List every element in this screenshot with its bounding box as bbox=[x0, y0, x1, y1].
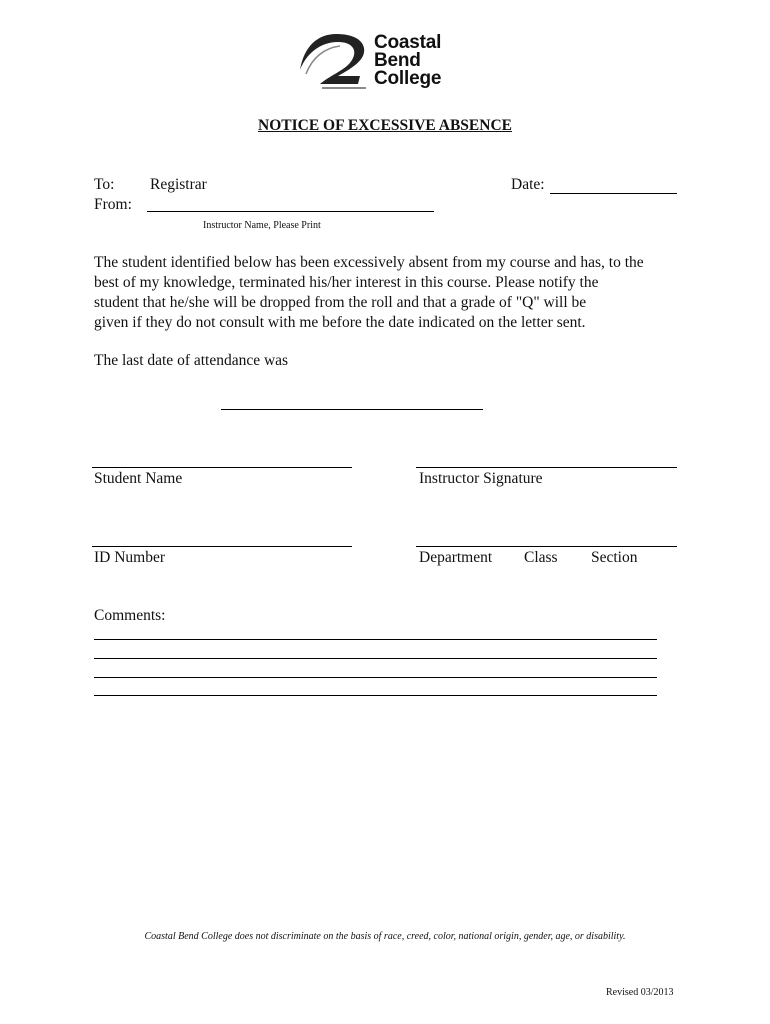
nondiscrimination-statement: Coastal Bend College does not discriminate on the basis of race, creed, color, national origin, gender, age, or disability. bbox=[144, 931, 626, 942]
notice-line-1: The student identified below has been excessively absent from my course and has, to the bbox=[94, 254, 644, 271]
instructor-name-field-line[interactable] bbox=[147, 211, 434, 212]
last-date-label: The last date of attendance was bbox=[94, 352, 289, 369]
logo-line-3: College bbox=[374, 68, 442, 89]
logo-line-1: Coastal bbox=[374, 32, 442, 53]
department-label: Department bbox=[419, 549, 493, 566]
notice-line-3: student that he/she will be dropped from the roll and that a grade of "Q" will be bbox=[94, 294, 587, 311]
to-value: Registrar bbox=[150, 176, 207, 193]
form-title: NOTICE OF EXCESSIVE ABSENCE bbox=[258, 117, 512, 134]
instructor-name-caption: Instructor Name, Please Print bbox=[203, 220, 321, 231]
comments-line-1[interactable] bbox=[94, 639, 657, 640]
id-number-label: ID Number bbox=[94, 549, 166, 566]
comments-line-3[interactable] bbox=[94, 677, 657, 678]
date-field-line[interactable] bbox=[550, 193, 677, 194]
logo-wordmark bbox=[374, 34, 441, 88]
notice-paragraph bbox=[94, 253, 654, 333]
student-name-label: Student Name bbox=[94, 470, 183, 487]
department-class-section-field-line[interactable] bbox=[416, 546, 677, 547]
logo-swoosh-icon bbox=[296, 30, 376, 94]
id-number-field-line[interactable] bbox=[92, 546, 352, 547]
from-label: From: bbox=[94, 196, 132, 213]
instructor-signature-label: Instructor Signature bbox=[419, 470, 543, 487]
logo-line-2: Bend bbox=[374, 50, 421, 71]
college-logo bbox=[296, 30, 466, 94]
section-label: Section bbox=[591, 549, 638, 566]
notice-line-2: best of my knowledge, terminated his/her interest in this course. Please notify the bbox=[94, 274, 599, 291]
notice-line-4: given if they do not consult with me before the date indicated on the letter sent. bbox=[94, 314, 586, 331]
date-label: Date: bbox=[511, 176, 545, 193]
comments-line-4[interactable] bbox=[94, 695, 657, 696]
comments-label: Comments: bbox=[94, 607, 166, 624]
student-name-field-line[interactable] bbox=[92, 467, 352, 468]
revision-date: Revised 03/2013 bbox=[606, 987, 674, 998]
to-label: To: bbox=[94, 176, 115, 193]
last-date-field-line[interactable] bbox=[221, 409, 483, 410]
comments-line-2[interactable] bbox=[94, 658, 657, 659]
instructor-signature-field-line[interactable] bbox=[416, 467, 677, 468]
class-label: Class bbox=[524, 549, 558, 566]
